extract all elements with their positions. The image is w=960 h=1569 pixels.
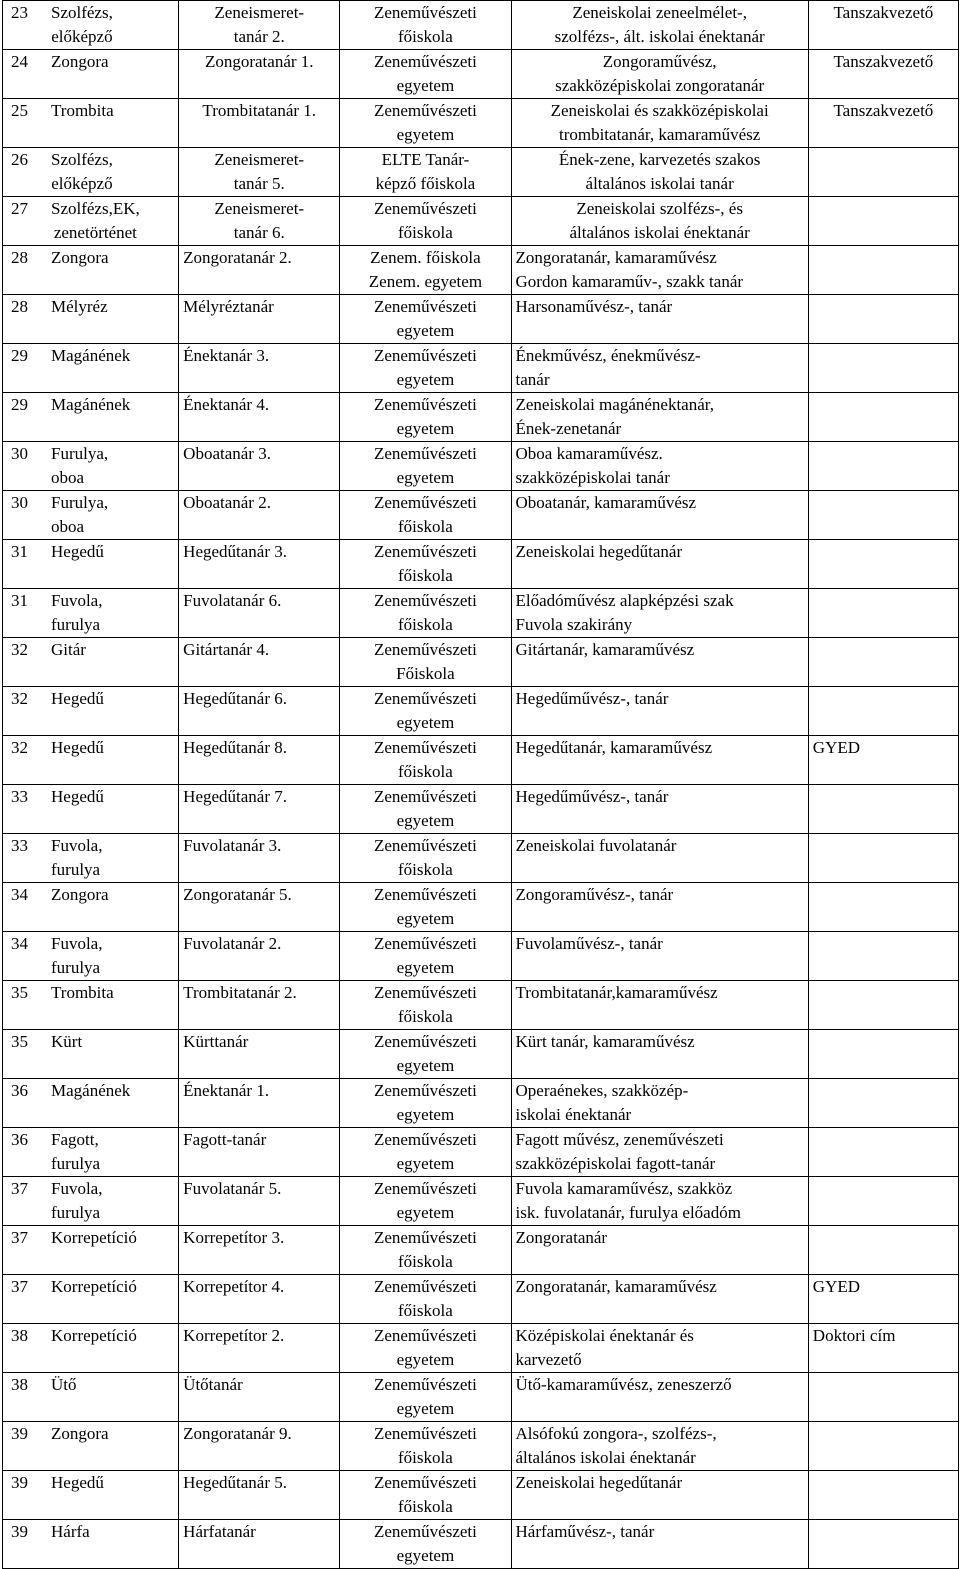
note: Tanszakvezető (808, 99, 958, 148)
degree: Zeneművészeti egyetem (340, 1520, 511, 1569)
row-number: 37 (11, 1277, 28, 1296)
note (808, 1471, 958, 1520)
cell-number-instrument (3, 99, 179, 148)
table-row (3, 246, 959, 295)
table-row (3, 981, 959, 1030)
note: Tanszakvezető (808, 1, 958, 50)
row-number: 26 (11, 150, 28, 169)
instrument: Korrepetíció (51, 1228, 137, 1247)
position: Hegedűtanár 5. (179, 1471, 340, 1520)
note (808, 785, 958, 834)
degree: Zeneművészeti egyetem (340, 99, 511, 148)
table-row (3, 834, 959, 883)
row-number: 27 (11, 199, 28, 218)
instrument: Kürt (51, 1032, 83, 1051)
cell-number-instrument (3, 932, 179, 981)
qualification: Kürt tanár, kamaraművész (511, 1030, 808, 1079)
position: Trombitatanár 1. (179, 99, 340, 148)
table-row (3, 50, 959, 99)
qualification: Zongoratanár, kamaraművész (511, 1275, 808, 1324)
note (808, 589, 958, 638)
instrument: Hegedű (51, 738, 104, 757)
qualification: Zeneiskolai és szakközépiskolai trombitatanár, kamaraművész (511, 99, 808, 148)
qualification: Zongoraművész, szakközépiskolai zongoratanár (511, 50, 808, 99)
qualification: Zongoraművész-, tanár (511, 883, 808, 932)
qualification: Zeneiskolai hegedűtanár (511, 540, 808, 589)
position: Mélyréztanár (179, 295, 340, 344)
position: Korrepetítor 2. (179, 1324, 340, 1373)
row-number: 31 (11, 542, 28, 561)
position: Korrepetítor 3. (179, 1226, 340, 1275)
qualification: Oboatanár, kamaraművész (511, 491, 808, 540)
note: GYED (808, 736, 958, 785)
row-number: 35 (11, 983, 28, 1002)
note (808, 638, 958, 687)
cell-number-instrument (3, 785, 179, 834)
qualification: Fagott művész, zeneművészeti szakközépiskolai fagott-tanár (511, 1128, 808, 1177)
qualification: Fuvolaművész-, tanár (511, 932, 808, 981)
qualification: Hegedűművész-, tanár (511, 687, 808, 736)
row-number: 32 (11, 738, 28, 757)
instrument: Magánének (51, 346, 131, 365)
cell-number-instrument (3, 1471, 179, 1520)
table-row (3, 785, 959, 834)
table-row (3, 1128, 959, 1177)
cell-number-instrument (3, 687, 179, 736)
note (808, 246, 958, 295)
cell-number-instrument (3, 1324, 179, 1373)
position: Zongoratanár 1. (179, 50, 340, 99)
qualification: Oboa kamaraművész. szakközépiskolai tanár (511, 442, 808, 491)
row-number: 28 (11, 248, 28, 267)
instrument: Fuvola, furulya (51, 1179, 103, 1222)
cell-number-instrument (3, 638, 179, 687)
cell-number-instrument (3, 344, 179, 393)
cell-number-instrument (3, 1079, 179, 1128)
degree: Zeneművészeti főiskola (340, 1275, 511, 1324)
qualification: Zongoratanár, kamaraművész Gordon kamaraműv-, szakk tanár (511, 246, 808, 295)
cell-number-instrument (3, 1, 179, 50)
instrument: Hegedű (51, 542, 104, 561)
table-row (3, 589, 959, 638)
qualification: Középiskolai énektanár és karvezető (511, 1324, 808, 1373)
table-row (3, 442, 959, 491)
qualification: Hárfaművész-, tanár (511, 1520, 808, 1569)
position: Zeneismeret- tanár 5. (179, 148, 340, 197)
table-row (3, 1373, 959, 1422)
row-number: 37 (11, 1179, 28, 1198)
position: Zongoratanár 9. (179, 1422, 340, 1471)
position: Hegedűtanár 7. (179, 785, 340, 834)
row-number: 25 (11, 101, 28, 120)
position: Zongoratanár 5. (179, 883, 340, 932)
table-row (3, 540, 959, 589)
instrument: Hárfa (51, 1522, 90, 1541)
cell-number-instrument (3, 442, 179, 491)
position: Énektanár 3. (179, 344, 340, 393)
table-row (3, 1520, 959, 1569)
note (808, 932, 958, 981)
degree: Zeneművészeti egyetem (340, 1079, 511, 1128)
instrument: Zongora (51, 1424, 109, 1443)
degree: Zeneművészeti egyetem (340, 442, 511, 491)
instrument: Ütő (51, 1375, 77, 1394)
note (808, 393, 958, 442)
qualification: Zeneiskolai hegedűtanár (511, 1471, 808, 1520)
degree: Zeneművészeti egyetem (340, 1373, 511, 1422)
instrument: Hegedű (51, 689, 104, 708)
position: Énektanár 4. (179, 393, 340, 442)
table-row (3, 1422, 959, 1471)
position: Korrepetítor 4. (179, 1275, 340, 1324)
cell-number-instrument (3, 393, 179, 442)
qualification: Zeneiskolai magánénektanár, Ének-zenetanár (511, 393, 808, 442)
cell-number-instrument (3, 1030, 179, 1079)
instrument: Gitár (51, 640, 86, 659)
qualification: Zeneiskolai zeneelmélet-, szolfézs-, ált. iskolai énektanár (511, 1, 808, 50)
degree: Zenem. főiskola Zenem. egyetem (340, 246, 511, 295)
note (808, 197, 958, 246)
table-row (3, 491, 959, 540)
row-number: 39 (11, 1424, 28, 1443)
table-row (3, 1, 959, 50)
position: Énektanár 1. (179, 1079, 340, 1128)
qualification: Ének-zene, karvezetés szakos általános iskolai tanár (511, 148, 808, 197)
row-number: 24 (11, 52, 28, 71)
position: Zeneismeret- tanár 6. (179, 197, 340, 246)
qualification: Ütő-kamaraművész, zeneszerző (511, 1373, 808, 1422)
note (808, 344, 958, 393)
table-row (3, 393, 959, 442)
instrument: Trombita (51, 983, 114, 1002)
staff-table (2, 0, 959, 1569)
cell-number-instrument (3, 1128, 179, 1177)
degree: Zeneművészeti egyetem (340, 687, 511, 736)
qualification: Zeneiskolai fuvolatanár (511, 834, 808, 883)
qualification: Fuvola kamaraművész, szakköz isk. fuvolatanár, furulya előadóm (511, 1177, 808, 1226)
position: Fuvolatanár 6. (179, 589, 340, 638)
instrument: Korrepetíció (51, 1277, 137, 1296)
row-number: 37 (11, 1228, 28, 1247)
cell-number-instrument (3, 197, 179, 246)
row-number: 31 (11, 591, 28, 610)
instrument: Szolfézs, előképző (51, 3, 113, 46)
qualification: Hegedűművész-, tanár (511, 785, 808, 834)
table-row (3, 638, 959, 687)
row-number: 38 (11, 1326, 28, 1345)
qualification: Zeneiskolai szolfézs-, és általános iskolai énektanár (511, 197, 808, 246)
table-row (3, 295, 959, 344)
instrument: Trombita (51, 101, 114, 120)
degree: Zeneművészeti egyetem (340, 883, 511, 932)
table-row (3, 1079, 959, 1128)
cell-number-instrument (3, 50, 179, 99)
note (808, 295, 958, 344)
degree: Zeneművészeti főiskola (340, 736, 511, 785)
position: Ütőtanár (179, 1373, 340, 1422)
table-row (3, 932, 959, 981)
row-number: 23 (11, 3, 28, 22)
row-number: 28 (11, 297, 28, 316)
position: Trombitatanár 2. (179, 981, 340, 1030)
cell-number-instrument (3, 981, 179, 1030)
degree: Zeneművészeti főiskola (340, 1471, 511, 1520)
note (808, 1422, 958, 1471)
note (808, 883, 958, 932)
degree: Zeneművészeti főiskola (340, 540, 511, 589)
table-row (3, 1471, 959, 1520)
degree: ELTE Tanár- képző főiskola (340, 148, 511, 197)
note (808, 981, 958, 1030)
degree: Zeneművészeti főiskola (340, 981, 511, 1030)
instrument: Szolfézs, előképző (51, 150, 113, 193)
position: Hegedűtanár 3. (179, 540, 340, 589)
cell-number-instrument (3, 834, 179, 883)
row-number: 30 (11, 493, 28, 512)
note (808, 442, 958, 491)
cell-number-instrument (3, 148, 179, 197)
qualification: Gitártanár, kamaraművész (511, 638, 808, 687)
table-row (3, 148, 959, 197)
instrument: Fuvola, furulya (51, 836, 103, 879)
note (808, 540, 958, 589)
instrument: Korrepetíció (51, 1326, 137, 1345)
instrument: Zongora (51, 248, 109, 267)
qualification: Trombitatanár,kamaraművész (511, 981, 808, 1030)
instrument: Fagott, furulya (51, 1130, 101, 1173)
position: Hegedűtanár 6. (179, 687, 340, 736)
cell-number-instrument (3, 736, 179, 785)
note (808, 1079, 958, 1128)
note: Tanszakvezető (808, 50, 958, 99)
degree: Zeneművészeti Főiskola (340, 638, 511, 687)
cell-number-instrument (3, 1520, 179, 1569)
row-number: 39 (11, 1473, 28, 1492)
qualification: Előadóművész alapképzési szak Fuvola szakirány (511, 589, 808, 638)
cell-number-instrument (3, 491, 179, 540)
degree: Zeneművészeti egyetem (340, 393, 511, 442)
degree: Zeneművészeti egyetem (340, 295, 511, 344)
degree: Zeneművészeti főiskola (340, 1, 511, 50)
position: Zongoratanár 2. (179, 246, 340, 295)
table-row (3, 344, 959, 393)
table-row (3, 736, 959, 785)
instrument: Fuvola, furulya (51, 934, 103, 977)
degree: Zeneművészeti egyetem (340, 1030, 511, 1079)
table-row (3, 687, 959, 736)
cell-number-instrument (3, 1275, 179, 1324)
row-number: 35 (11, 1032, 28, 1051)
degree: Zeneművészeti egyetem (340, 50, 511, 99)
cell-number-instrument (3, 1177, 179, 1226)
position: Fuvolatanár 2. (179, 932, 340, 981)
instrument: Zongora (51, 885, 109, 904)
qualification: Harsonaművész-, tanár (511, 295, 808, 344)
degree: Zeneművészeti főiskola (340, 1226, 511, 1275)
qualification: Énekművész, énekművész- tanár (511, 344, 808, 393)
cell-number-instrument (3, 540, 179, 589)
position: Hegedűtanár 8. (179, 736, 340, 785)
position: Oboatanár 2. (179, 491, 340, 540)
position: Fuvolatanár 3. (179, 834, 340, 883)
degree: Zeneművészeti főiskola (340, 197, 511, 246)
instrument: Furulya, oboa (51, 444, 109, 487)
degree: Zeneművészeti egyetem (340, 785, 511, 834)
row-number: 33 (11, 787, 28, 806)
degree: Zeneművészeti egyetem (340, 344, 511, 393)
instrument: Mélyréz (51, 297, 108, 316)
table-row (3, 1177, 959, 1226)
instrument: Furulya, oboa (51, 493, 109, 536)
cell-number-instrument (3, 1422, 179, 1471)
degree: Zeneművészeti főiskola (340, 589, 511, 638)
note (808, 1373, 958, 1422)
table-row (3, 1030, 959, 1079)
row-number: 36 (11, 1130, 28, 1149)
row-number: 34 (11, 885, 28, 904)
position: Fuvolatanár 5. (179, 1177, 340, 1226)
cell-number-instrument (3, 246, 179, 295)
row-number: 30 (11, 444, 28, 463)
note (808, 491, 958, 540)
note: GYED (808, 1275, 958, 1324)
position: Oboatanár 3. (179, 442, 340, 491)
note (808, 148, 958, 197)
note (808, 1520, 958, 1569)
table-row (3, 197, 959, 246)
row-number: 39 (11, 1522, 28, 1541)
position: Hárfatanár (179, 1520, 340, 1569)
instrument: Magánének (51, 395, 131, 414)
instrument: Zongora (51, 52, 109, 71)
cell-number-instrument (3, 589, 179, 638)
row-number: 32 (11, 640, 28, 659)
note: Doktori cím (808, 1324, 958, 1373)
table-row (3, 99, 959, 148)
qualification: Operaénekes, szakközép- iskolai énektanár (511, 1079, 808, 1128)
note (808, 1177, 958, 1226)
row-number: 32 (11, 689, 28, 708)
degree: Zeneművészeti egyetem (340, 932, 511, 981)
instrument: Szolfézs,EK, zenetörténet (51, 199, 140, 242)
qualification: Hegedűtanár, kamaraművész (511, 736, 808, 785)
cell-number-instrument (3, 295, 179, 344)
row-number: 34 (11, 934, 28, 953)
note (808, 1030, 958, 1079)
cell-number-instrument (3, 1373, 179, 1422)
degree: Zeneművészeti egyetem (340, 1324, 511, 1373)
qualification: Zongoratanár (511, 1226, 808, 1275)
position: Fagott-tanár (179, 1128, 340, 1177)
staff-table-body (3, 1, 959, 1569)
position: Gitártanár 4. (179, 638, 340, 687)
note (808, 834, 958, 883)
note (808, 1128, 958, 1177)
note (808, 687, 958, 736)
cell-number-instrument (3, 883, 179, 932)
position: Zeneismeret- tanár 2. (179, 1, 340, 50)
instrument: Fuvola, furulya (51, 591, 103, 634)
row-number: 33 (11, 836, 28, 855)
cell-number-instrument (3, 1226, 179, 1275)
instrument: Magánének (51, 1081, 131, 1100)
note (808, 1226, 958, 1275)
position: Kürttanár (179, 1030, 340, 1079)
table-row (3, 1226, 959, 1275)
row-number: 29 (11, 395, 28, 414)
row-number: 38 (11, 1375, 28, 1394)
instrument: Hegedű (51, 1473, 104, 1492)
table-row (3, 1275, 959, 1324)
degree: Zeneművészeti főiskola (340, 834, 511, 883)
qualification: Alsófokú zongora-, szolfézs-, általános iskolai énektanár (511, 1422, 808, 1471)
degree: Zeneművészeti főiskola (340, 1422, 511, 1471)
table-row (3, 883, 959, 932)
row-number: 36 (11, 1081, 28, 1100)
instrument: Hegedű (51, 787, 104, 806)
degree: Zeneművészeti egyetem (340, 1177, 511, 1226)
row-number: 29 (11, 346, 28, 365)
degree: Zeneművészeti egyetem (340, 1128, 511, 1177)
degree: Zeneművészeti főiskola (340, 491, 511, 540)
table-row (3, 1324, 959, 1373)
